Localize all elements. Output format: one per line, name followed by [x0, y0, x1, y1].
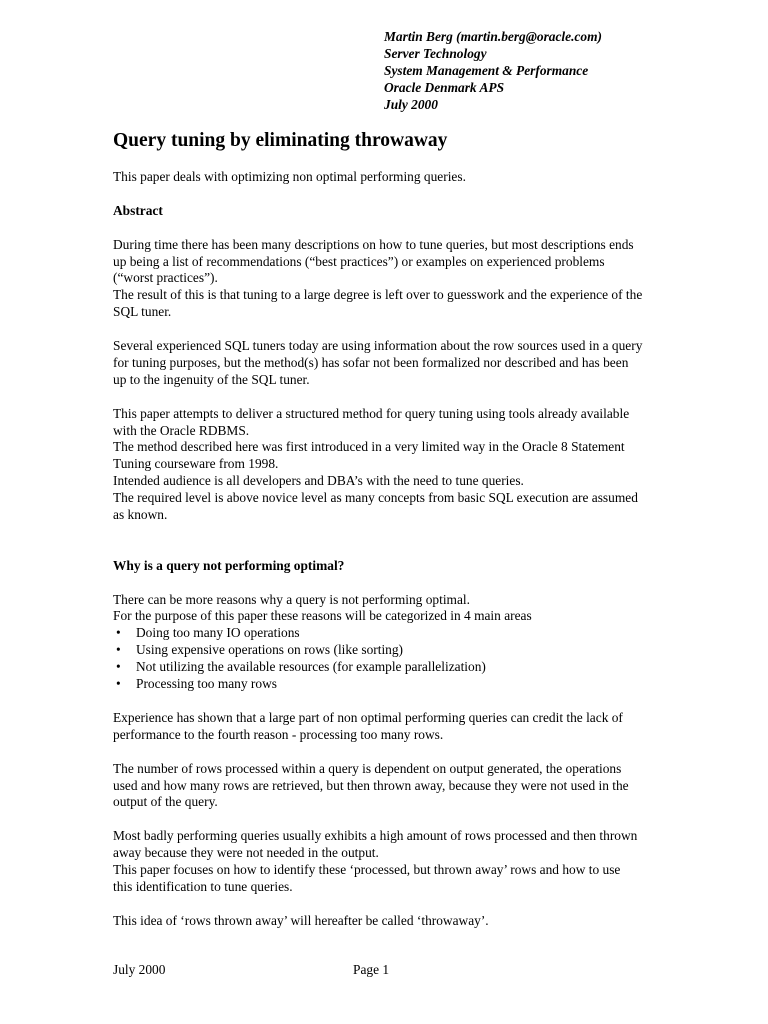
abstract-paragraph-1a: During time there has been many descriptions on how to tune queries, but most descriptions ends up being a list of recommendations (“best practices”) or examples on experienced problems (“worst practices”). — [113, 236, 634, 286]
section-paragraph-5: This idea of ‘rows thrown away’ will hereafter be called ‘throwaway’. — [113, 912, 489, 928]
abstract-paragraph-2: Several experienced SQL tuners today are using information about the row sources used in a query for tuning purposes, but the method(s) has sofar not been formalized nor described and has been up to the ingenuity of the SQL tuner. — [113, 338, 643, 387]
bullet-icon: • — [116, 625, 121, 641]
intro-paragraph: This paper deals with optimizing non optimal performing queries. — [113, 169, 466, 184]
document-body — [113, 169, 643, 930]
section-paragraph-4b: This paper focuses on how to identify these ‘processed, but thrown away’ rows and how to use this identification to tune queries. — [113, 862, 621, 894]
footer-date: July 2000 — [113, 962, 166, 977]
author-group: System Management & Performance — [384, 63, 589, 78]
section-paragraph-1b: For the purpose of this paper these reasons will be categorized in 4 main areas — [113, 608, 532, 624]
author-department: Server Technology — [384, 46, 487, 61]
list-item: • Processing too many rows — [116, 676, 277, 692]
bullet-icon: • — [116, 676, 121, 692]
section-paragraph-3: The number of rows processed within a query is dependent on output generated, the operations used and how many rows are retrieved, but then thrown away, because they were not used in the output of the query. — [113, 760, 629, 810]
section-paragraph-1a: There can be more reasons why a query is not performing optimal. — [113, 591, 470, 607]
author-date: July 2000 — [384, 97, 438, 112]
abstract-paragraph-3d: The required level is above novice level as many concepts from basic SQL execution are assumed as known. — [113, 490, 638, 523]
author-company: Oracle Denmark APS — [384, 80, 505, 95]
author-block — [384, 28, 602, 113]
abstract-paragraph-1b: The result of this is that tuning to a large degree is left over to guesswork and the experience of the SQL tuner. — [113, 287, 643, 320]
section-heading: Why is a query not performing optimal? — [113, 557, 345, 573]
section-paragraph-2: Experience has shown that a large part of non optimal performing queries can credit the lack of performance to the fourth reason - processing too many rows. — [113, 709, 623, 742]
section-paragraph-4a: Most badly performing queries usually exhibits a high amount of rows processed and then thrown away because they were not needed in the output. — [113, 828, 638, 861]
abstract-heading: Abstract — [113, 202, 163, 218]
page-number: Page 1 — [353, 962, 390, 977]
abstract-paragraph-3c: Intended audience is all developers and DBA’s with the need to tune queries. — [113, 473, 524, 489]
document-title: Query tuning by eliminating throwaway — [113, 130, 448, 151]
abstract-paragraph-3a: This paper attempts to deliver a structured method for query tuning using tools already available with the Oracle RDBMS. — [113, 405, 630, 438]
author-name: Martin Berg (martin.berg@oracle.com) — [384, 29, 602, 44]
list-item: • Doing too many IO operations — [116, 625, 300, 641]
bullet-icon: • — [116, 659, 121, 675]
bullet-icon: • — [116, 642, 121, 658]
reasons-list — [113, 625, 643, 693]
list-item: • Not utilizing the available resources (for example parallelization) — [116, 659, 486, 675]
list-item: • Using expensive operations on rows (like sorting) — [116, 642, 404, 658]
abstract-paragraph-3b: The method described here was first introduced in a very limited way in the Oracle 8 Statement Tuning courseware from 1998. — [113, 439, 625, 472]
